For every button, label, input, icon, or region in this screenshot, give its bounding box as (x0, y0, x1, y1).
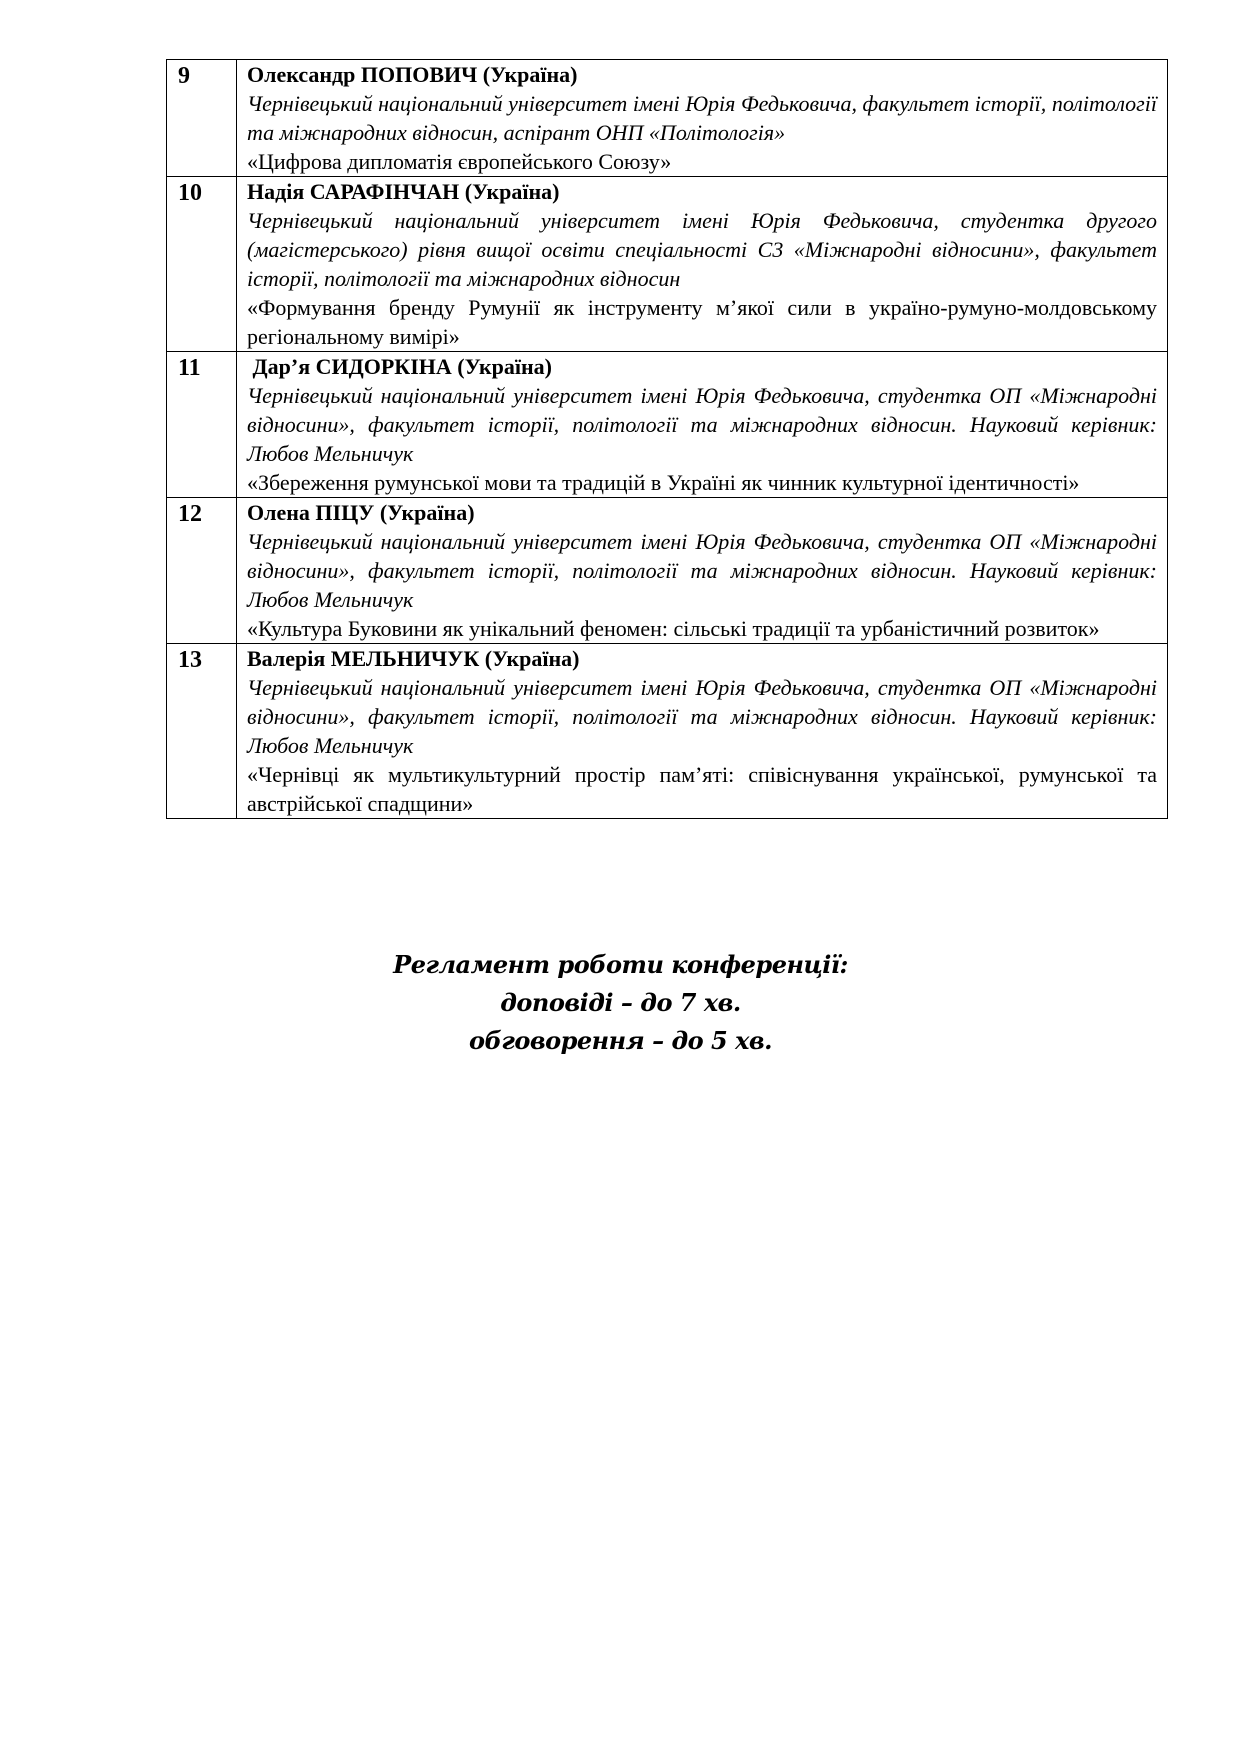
participant-number: 13 (167, 644, 237, 819)
speaker-affiliation: Чернівецький національний університет імені Юрія Федьковича, студентка другого (магістерського) рівня вищої освіти спеціальності С3 «Міжнародні відносини», факультет історії, політології та міжнародних відносин (247, 208, 1157, 291)
speaker-affiliation: Чернівецький національний університет імені Юрія Федьковича, студентка ОП «Міжнародні відносини», факультет історії, політології та міжнародних відносин. Науковий керівник: Любов Мельничук (247, 383, 1157, 466)
speaker-name: Олена ПІЦУ (Україна) (247, 500, 475, 525)
speaker-name: Надія САРАФІНЧАН (Україна) (247, 179, 560, 204)
talk-title: «Формування бренду Румунії як інструменту м’якої сили в україно-румуно-молдовському регіональному вимірі» (247, 295, 1157, 349)
participant-entry (237, 177, 1168, 352)
table-row (167, 60, 1168, 177)
speaker-affiliation: Чернівецький національний університет імені Юрія Федьковича, студентка ОП «Міжнародні відносини», факультет історії, політології та міжнародних відносин. Науковий керівник: Любов Мельничук (247, 529, 1157, 612)
speaker-affiliation: Чернівецький національний університет імені Юрія Федьковича, студентка ОП «Міжнародні відносини», факультет історії, політології та міжнародних відносин. Науковий керівник: Любов Мельничук (247, 675, 1157, 758)
conference-regulations (0, 946, 1241, 1060)
speaker-name: Валерія МЕЛЬНИЧУК (Україна) (247, 646, 580, 671)
participant-entry (237, 644, 1168, 819)
participant-number: 12 (167, 498, 237, 644)
talk-title: «Чернівці як мультикультурний простір пам’яті: співіснування української, румунської та австрійської спадщини» (247, 762, 1157, 816)
table-row (167, 352, 1168, 498)
participant-entry (237, 352, 1168, 498)
table-row (167, 177, 1168, 352)
participant-entry (237, 498, 1168, 644)
speaker-name: Дар’я СИДОРКІНА (Україна) (247, 354, 552, 379)
talk-title: «Цифрова дипломатія європейського Союзу» (247, 149, 672, 174)
participant-number: 10 (167, 177, 237, 352)
participant-number: 11 (167, 352, 237, 498)
talk-title: «Збереження румунської мови та традицій в Україні як чинник культурної ідентичності» (247, 470, 1080, 495)
speaker-affiliation: Чернівецький національний університет імені Юрія Федьковича, факультет історії, політології та міжнародних відносин, аспірант ОНП «Політологія» (247, 91, 1157, 145)
talk-title: «Культура Буковини як унікальний феномен: сільські традиції та урбаністичний розвиток» (247, 616, 1100, 641)
speaker-name: Олександр ПОПОВИЧ (Україна) (247, 62, 578, 87)
table-row (167, 644, 1168, 819)
participant-entry (237, 60, 1168, 177)
table-row (167, 498, 1168, 644)
participant-number: 9 (167, 60, 237, 177)
regulations-heading: Регламент роботи конференції: (393, 950, 848, 979)
regulations-reports: доповіді – до 7 хв. (500, 988, 741, 1017)
regulations-discussion: обговорення – до 5 хв. (468, 1026, 772, 1055)
program-table (166, 59, 1168, 819)
